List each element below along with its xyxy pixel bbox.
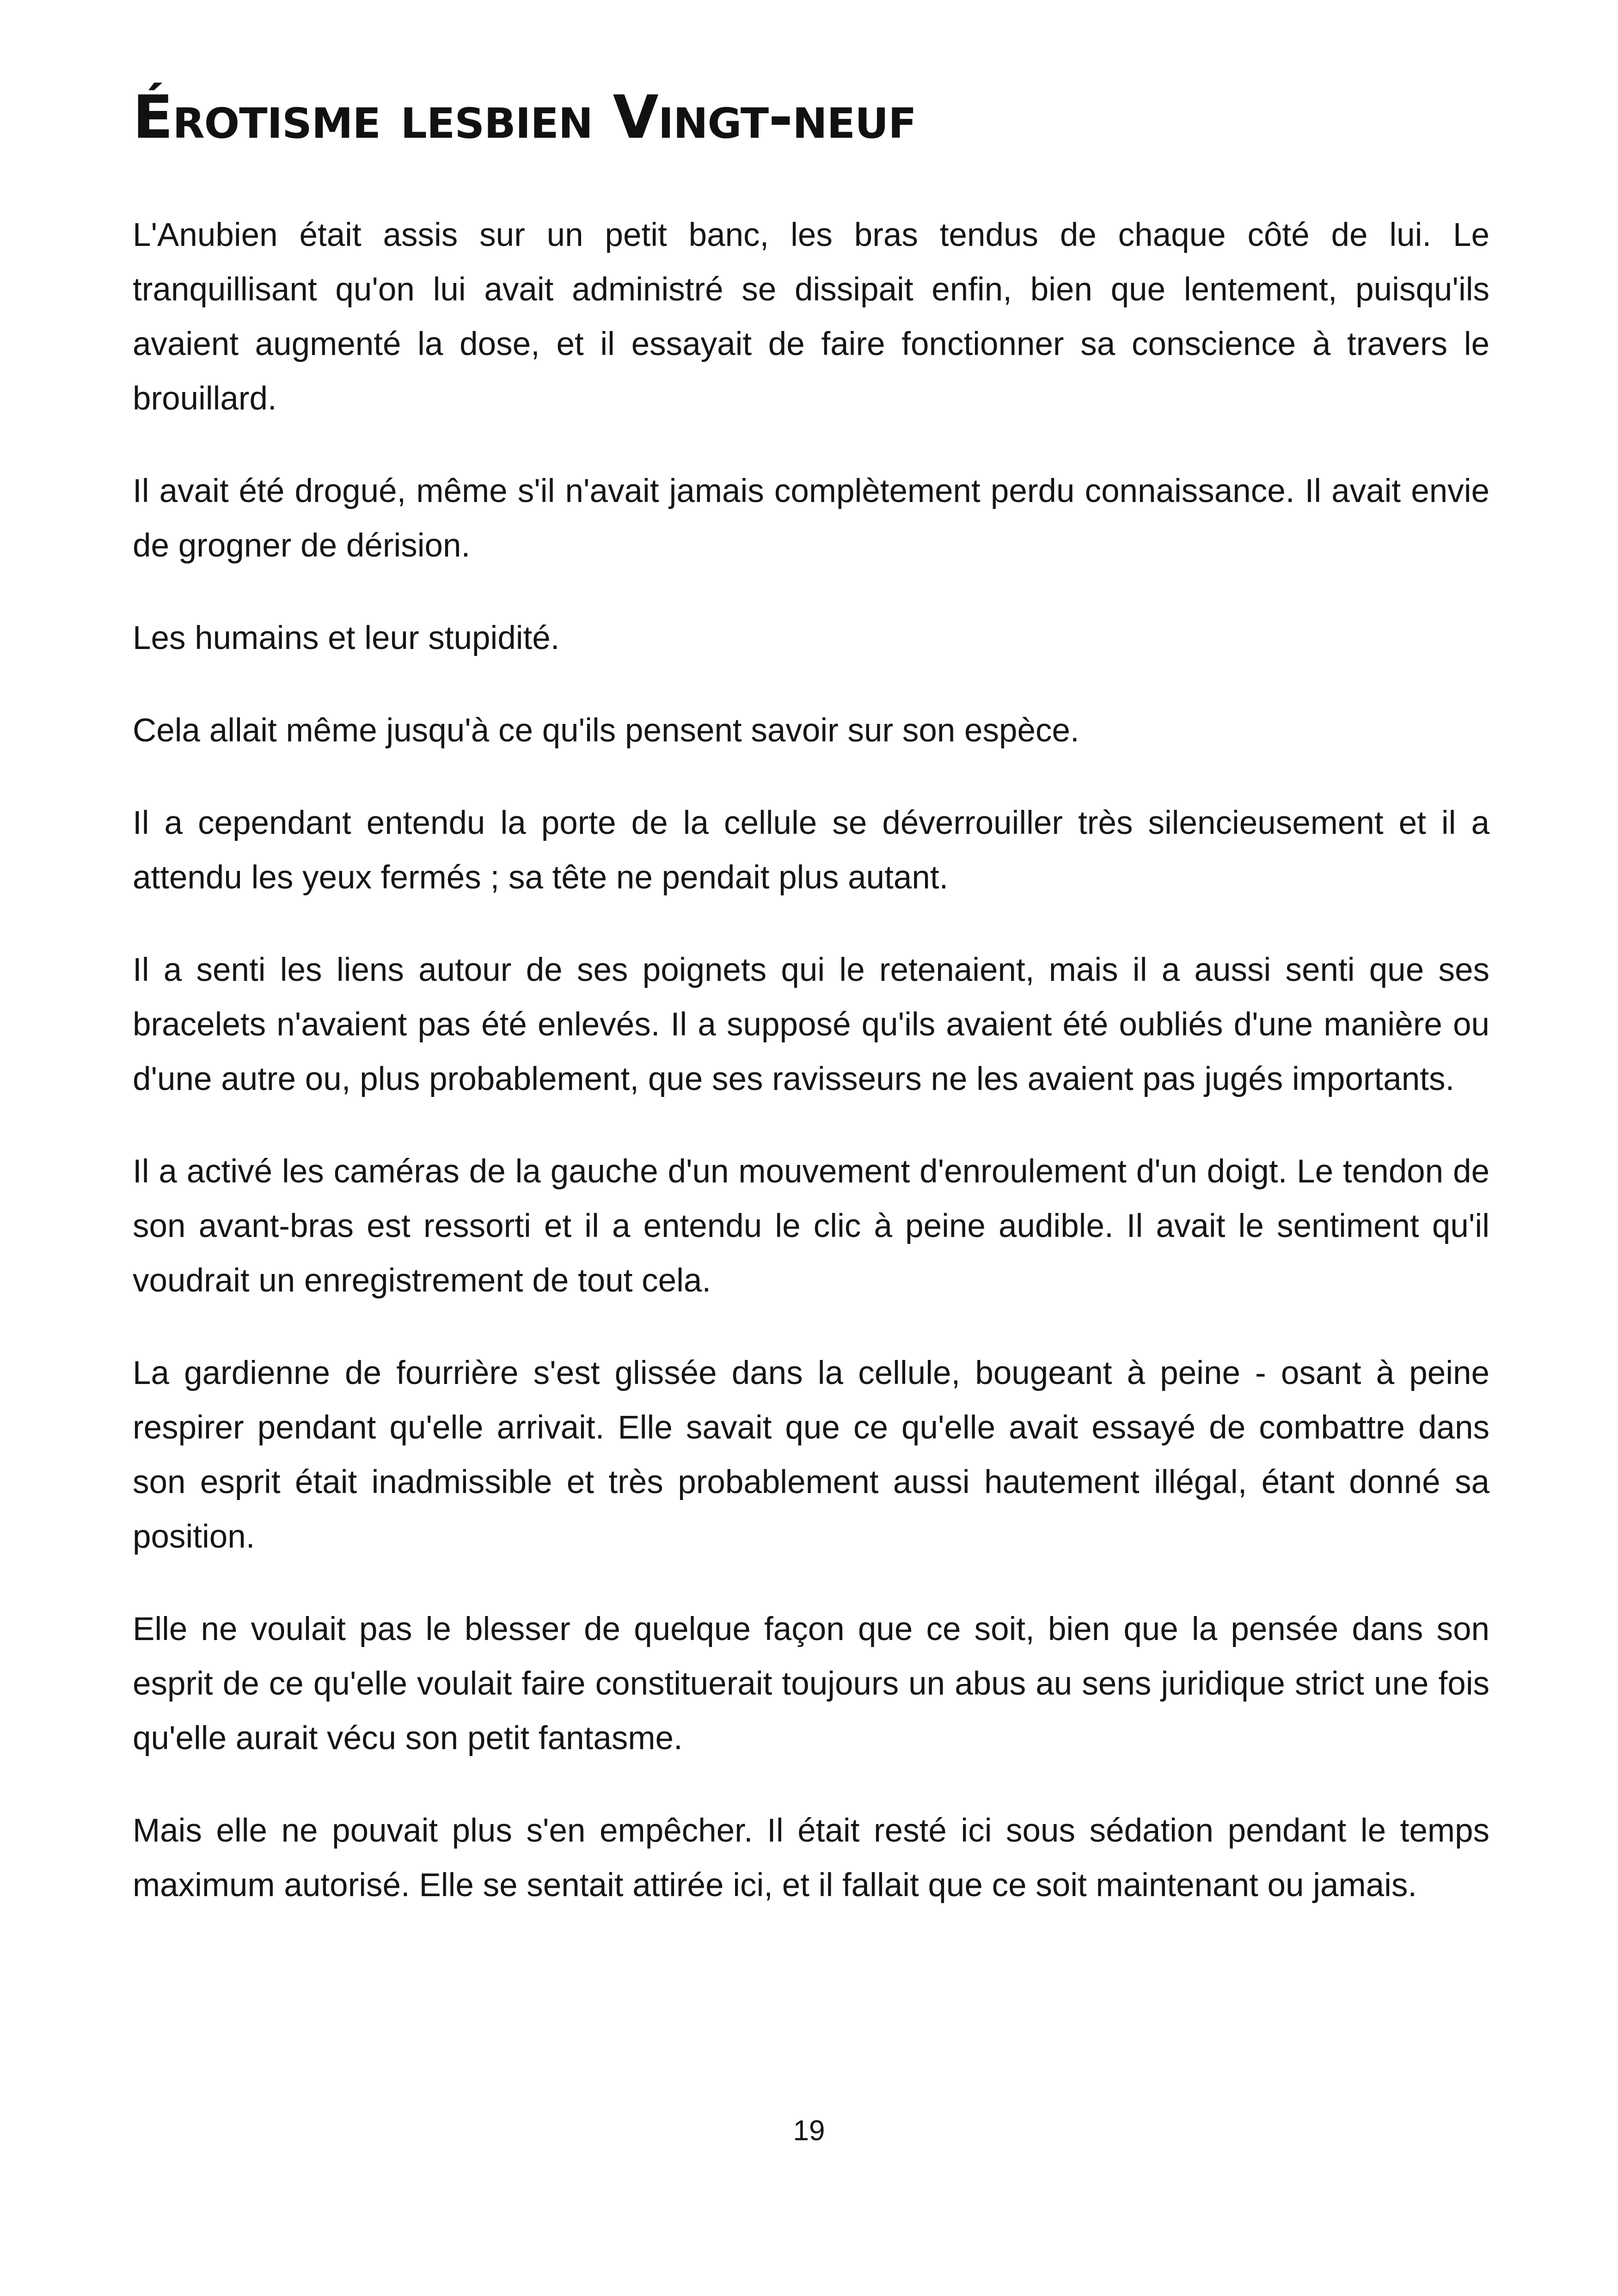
paragraph: Cela allait même jusqu'à ce qu'ils pensent savoir sur son espèce. bbox=[133, 712, 1079, 749]
paragraph: Les humains et leur stupidité. bbox=[133, 620, 560, 656]
paragraph: La gardienne de fourrière s'est glissée dans la cellule, bougeant à peine - osant à peine respirer pendant qu'elle arrivait. Elle savait que ce qu'elle avait essayé de combattre dans son esprit était inadmissible et très probablement aussi hautement illégal, étant donné sa position. bbox=[133, 1355, 1489, 1555]
page-number: 19 bbox=[793, 2115, 825, 2147]
chapter-title: Érotisme lesbien Vingt-neuf bbox=[133, 83, 916, 152]
paragraph: Mais elle ne pouvait plus s'en empêcher. Il était resté ici sous sédation pendant le temps maximum autorisé. Elle se sentait attirée ici, et il fallait que ce soit maintenant ou jamais. bbox=[133, 1812, 1489, 1904]
paragraph: Il a activé les caméras de la gauche d'un mouvement d'enroulement d'un doigt. Le tendon de son avant-bras est ressorti et il a entendu le clic à peine audible. Il avait le sentiment qu'il voudrait un enregistrement de tout cela. bbox=[133, 1153, 1489, 1299]
paragraph: L'Anubien était assis sur un petit banc, les bras tendus de chaque côté de lui. Le tranquillisant qu'on lui avait administré se dissipait enfin, bien que lentement, puisqu'ils avaient augmenté la dose, et il essayait de faire fonctionner sa conscience à travers le brouillard. bbox=[133, 217, 1489, 417]
paragraph: Il a cependant entendu la porte de la cellule se déverrouiller très silencieusement et il a attendu les yeux fermés ; sa tête ne pendait plus autant. bbox=[133, 805, 1489, 896]
paragraph: Il avait été drogué, même s'il n'avait jamais complètement perdu connaissance. Il avait envie de grogner de dérision. bbox=[133, 473, 1489, 564]
paragraph: Elle ne voulait pas le blesser de quelque façon que ce soit, bien que la pensée dans son esprit de ce qu'elle voulait faire constituerait toujours un abus au sens juridique strict une fois qu'elle aurait vécu son petit fantasme. bbox=[133, 1611, 1489, 1757]
body-text bbox=[133, 208, 1489, 1951]
paragraph: Il a senti les liens autour de ses poignets qui le retenaient, mais il a aussi senti que ses bracelets n'avaient pas été enlevés. Il a supposé qu'ils avaient été oubliés d'une manière ou d'une autre ou, plus probablement, que ses ravisseurs ne les avaient pas jugés importants. bbox=[133, 952, 1489, 1097]
